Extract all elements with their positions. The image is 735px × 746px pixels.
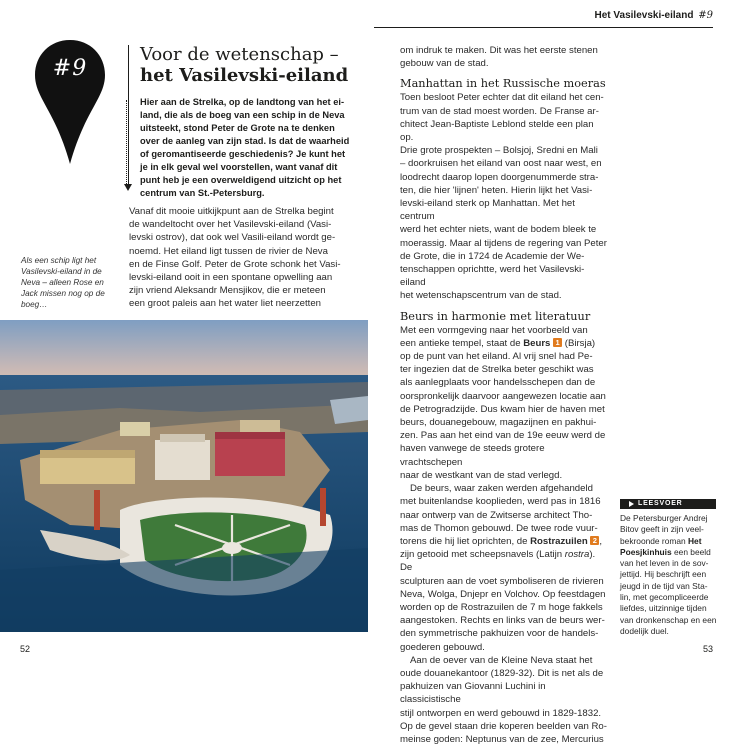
sidebar-line: jeugd in de tijd van Sta- — [620, 580, 708, 591]
caption-line: Als een schip ligt het — [21, 256, 97, 265]
aerial-photo-strelka — [0, 320, 368, 632]
body-line: oorspronkelijk daarvoor aangewezen locatie aan — [400, 390, 606, 402]
body-line: oude douanekantoor (1829-32). Dit is net als de — [400, 667, 604, 679]
body-line: de Grote, die in 1724 de Academie der We- — [400, 250, 585, 262]
rostral-columns-name: Rostrazuilen — [530, 535, 588, 547]
lead-line: centrum van St.-Petersburg. — [140, 188, 265, 198]
body-line: chitect Jean-Baptiste Leblond stelde een plan op. — [400, 118, 594, 144]
sidebar-label-bar — [620, 499, 716, 509]
body-line: trum van de stad moest worden. De Franse ar- — [400, 105, 599, 117]
sidebar-line: dodelijk duel. — [620, 625, 669, 636]
dotted-guide — [126, 100, 132, 184]
body-line: een groot paleis aan het water liet neerzetten — [129, 298, 322, 310]
subheading-manhattan: Manhattan in het Russische moeras — [400, 77, 606, 91]
sidebar-line: liefdes, uitzinnige tijden — [620, 603, 707, 614]
body-line: loodrecht daarop lopen doorgenummerde stra- — [400, 171, 599, 183]
page-number-left: 52 — [20, 644, 31, 654]
body-line: tenschappen oprichtte, werd het Vasilevski-eiland — [400, 264, 585, 289]
body-line: levski-eiland sterk op Manhattan. Met het centrum — [400, 198, 575, 223]
body-line: stijl ontworpen en werd gebouwd in 1829-1832. — [400, 707, 602, 719]
sidebar-line: Poesjkinhuis een beeld — [620, 546, 711, 557]
photo-caption — [21, 255, 116, 310]
map-marker-badge: 1 — [553, 338, 562, 347]
lead-line: uitsteekt, stond Peter de Grote na te denken — [140, 123, 335, 133]
body-line: op de punt van het eiland. Al vrij snel had Pe- — [400, 351, 593, 363]
sidebar-label: LEESVOER — [638, 500, 683, 507]
sidebar-text — [620, 513, 720, 637]
sidebar-line: jettijd. Hij beschrijft een — [620, 569, 707, 580]
lead-line: over de aanleg van zijn stad. Is dat de waarheid — [140, 136, 350, 146]
body-line: beurs, douanegebouw, magazijnen en pakhui- — [400, 417, 597, 429]
body-line: mas de Thomon gebouwd. De twee rode vuur- — [400, 522, 598, 534]
sidebar-line: lin, met gecompliceerde — [620, 592, 709, 603]
sidebar-line: De Petersburger Andrej — [620, 513, 708, 523]
running-chapter-number: #9 — [698, 10, 713, 21]
caption-line: Vasilevski-eiland in de — [21, 267, 102, 276]
body-line: aangestoken. Rechts en links van de beurs wer- — [400, 615, 605, 627]
body-line: levski-eiland ooit in een spontane opwelling aan — [129, 272, 333, 284]
body-line: – doorkruisen het eiland van oost naar west, en — [400, 158, 602, 170]
body-line: en de Finse Golf. Peter de Grote schonk het Vasi- — [129, 258, 341, 270]
caption-line: Jack missen nog op de — [21, 289, 105, 298]
body-line: De beurs, waar zaken werden afgehandeld — [410, 483, 593, 495]
body-line: worden op de Rostrazuilen de 7 m hoge fakkels — [400, 601, 603, 613]
body-line: ter ingezien dat de Strelka beter geschikt was — [400, 364, 594, 376]
body-line: meinse goden: Neptunus van de zee, Mercurius — [400, 733, 604, 745]
body-line: moerassig. Maar al tijdens de regering van Peter — [400, 237, 607, 249]
body-line: werd het echter niets, want de bodem bleek te — [400, 224, 597, 236]
body-line: torens die hij liet oprichten, de Rostrazuilen 2 , — [400, 535, 603, 547]
chapter-title-line2: het Vasilevski-eiland — [140, 65, 349, 86]
body-line: den symmetrische pakhuizen voor de handels- — [400, 628, 599, 640]
body-line: om indruk te maken. Dit was het eerste stenen — [400, 45, 598, 56]
body-line: sculpturen aan de voet symboliseren de rivieren — [400, 575, 604, 587]
subheading-beurs: Beurs in harmonie met literatuur — [400, 309, 591, 323]
body-line: Op de gevel staan drie koperen beelden van Ro- — [400, 720, 607, 732]
body-line: Toen besloot Peter echter dat dit eiland het cen- — [400, 92, 604, 104]
body-line: met buitenlandse kooplieden, werd pas in 1816 — [400, 496, 601, 508]
body-line: Drie grote prospekten – Bolsjoj, Sredni en Mali — [400, 145, 598, 157]
body-column-2 — [400, 44, 607, 746]
body-line: een antieke tempel, staat de Beurs 1 (Birsja) — [400, 337, 596, 349]
body-line: pakhuizen van Giovanni Luchini in classicistische — [400, 681, 546, 706]
lead-line: je in elk geval wel voorstellen, want vanaf dit — [140, 162, 338, 172]
play-triangle-icon — [629, 501, 634, 507]
arrow-down-icon — [124, 184, 132, 191]
book-title-part: Poesjkinhuis — [620, 546, 672, 557]
sidebar-line: Bitov geeft in zijn veel- — [620, 524, 704, 535]
chapter-number-label: #9 — [52, 56, 88, 81]
body-line: gebouw van de stad. — [400, 58, 489, 70]
body-line: goederen gebouwd. — [400, 641, 485, 653]
body-line: Aan de oever van de Kleine Neva staat het — [410, 654, 593, 666]
body-line: levski ostrov), dat ook wel Vasili-eiland wordt ge- — [129, 232, 336, 244]
sidebar-line: bekroonde roman Het — [620, 535, 702, 546]
caption-line: boeg… — [21, 300, 48, 309]
body-line: de Petrogradzijde. Dus kwam hier de haven met — [400, 403, 605, 415]
map-marker-badge: 2 — [590, 536, 599, 545]
body-line: Vanaf dit mooie uitkijkpunt aan de Strelka begint — [129, 206, 334, 217]
body-line: naar de westkant van de stad verlegd. — [400, 469, 563, 481]
body-line: noemd. Het eiland ligt tussen de rivier de Neva — [129, 245, 328, 257]
lead-paragraph — [140, 96, 365, 200]
body-line: ten, die hier 'lijnen' heten. Hierin lijkt het Vasi- — [400, 184, 593, 196]
book-title-part: Het — [687, 535, 702, 546]
lead-line: Hier aan de Strelka, op de landtong van het ei- — [140, 97, 345, 107]
body-line: Neva, Wolga, Dnjepr en Volchov. Op feestdagen — [400, 588, 606, 600]
body-line: Met een vormgeving naar het voorbeeld van — [400, 324, 588, 336]
body-line: haven vanwege de steeds grotere vrachtschepen — [400, 443, 545, 468]
sidebar-line: van het leven in de sov- — [620, 558, 709, 569]
body-line: zijn vriend Aleksandr Mensjikov, die er meteen — [129, 285, 326, 297]
running-head — [595, 10, 713, 21]
lead-line: land, die als de boeg van een schip in de Neva — [140, 110, 345, 120]
body-line: het wetenschapscentrum van de stad. — [400, 290, 562, 302]
body-line: als aanlegplaats voor handelsschepen dan de — [400, 377, 596, 389]
lead-line: of geromantiseerde geschiedenis? Je kunt het — [140, 149, 346, 159]
body-column-1 — [129, 205, 369, 311]
body-line: de wandeltocht over het Vasilevski-eiland (Vasi- — [129, 219, 332, 231]
page-number-right: 53 — [702, 644, 713, 654]
sidebar-line: van dronkenschap en een — [620, 614, 717, 625]
caption-line: Neva – alleen Rose en — [21, 278, 104, 287]
lead-line: punt heb je een overweldigend uitzicht op het — [140, 175, 342, 185]
body-line: zijn getooid met scheepsnavels (Latijn rostra). De — [400, 549, 596, 574]
running-title: Het Vasilevski-eiland — [594, 10, 694, 21]
chapter-title-line1: Voor de wetenschap – — [140, 44, 339, 65]
body-line: zen. Pas aan het eind van de 19e eeuw werd de — [400, 430, 606, 442]
beurs-name: Beurs — [523, 337, 551, 349]
header-rule — [374, 27, 713, 28]
body-line: naar ontwerp van de Zwitserse architect Tho- — [400, 509, 593, 521]
